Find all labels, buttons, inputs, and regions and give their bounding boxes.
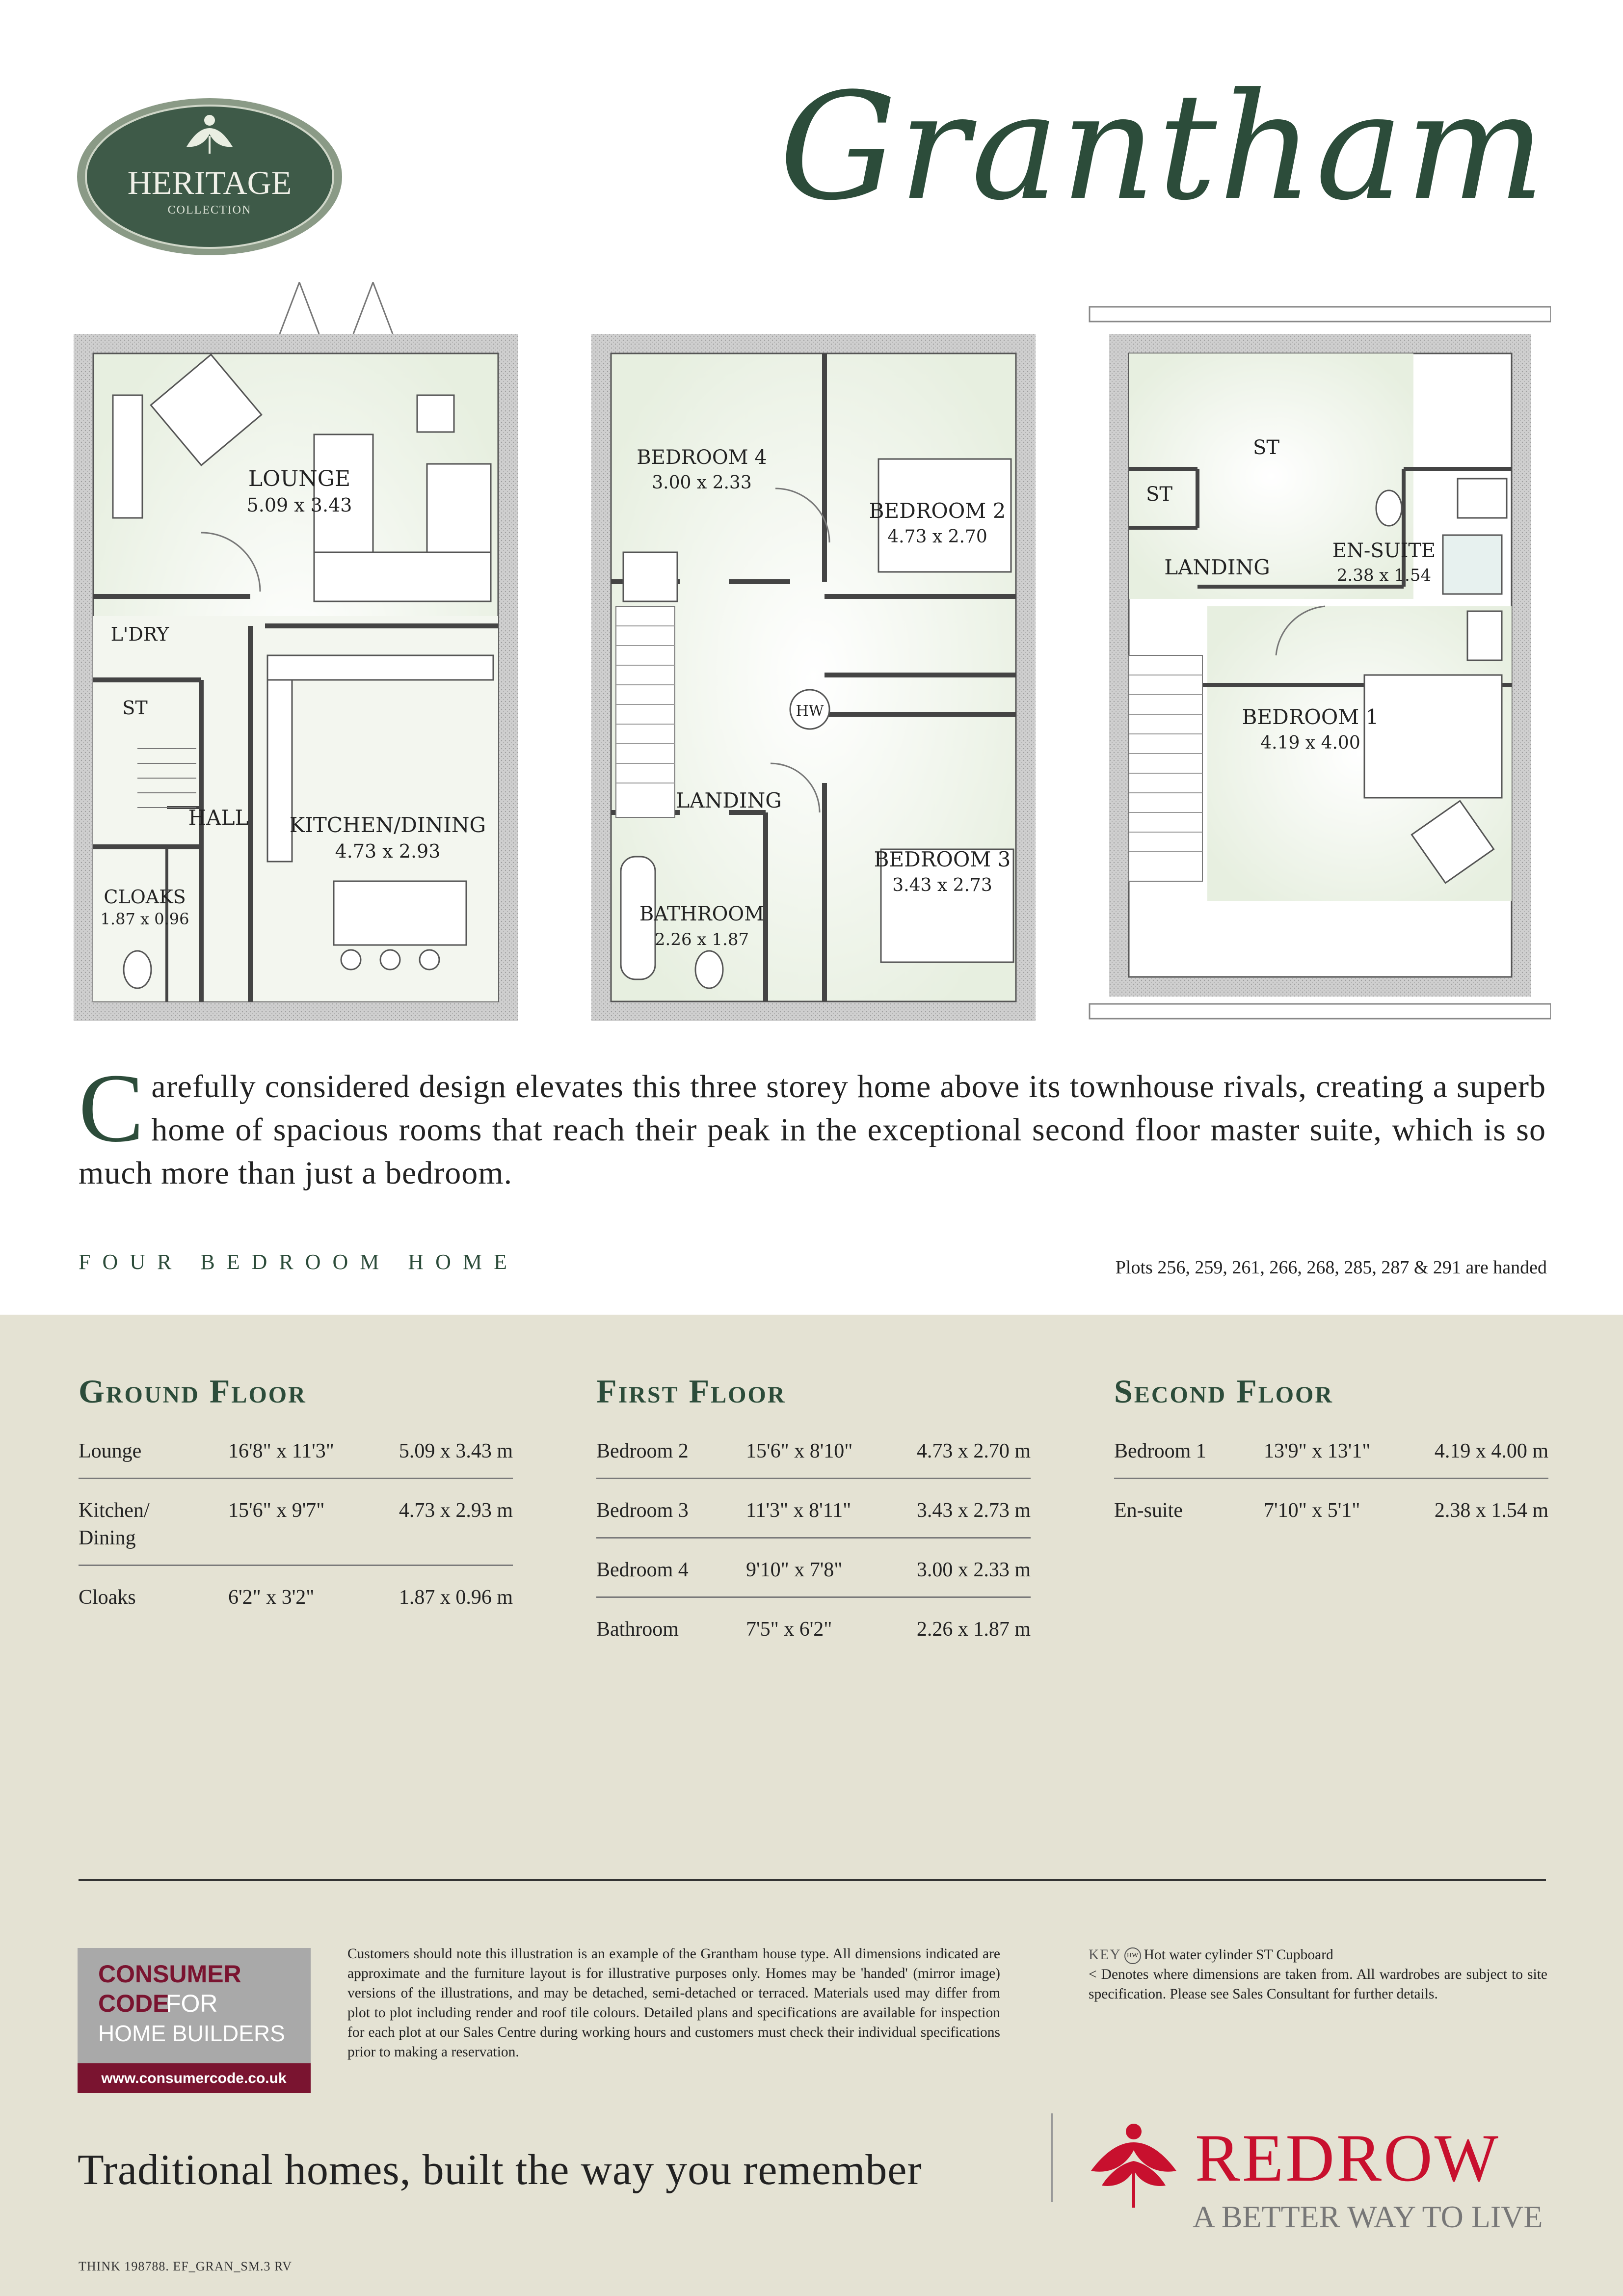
room-imperial: 9'10" x 7'8": [746, 1559, 843, 1581]
cloaks-dims: 1.87 x 0.96: [100, 910, 189, 928]
table-row: [596, 1550, 1031, 1598]
room-imperial: 6'2" x 3'2": [228, 1586, 315, 1609]
room-name: Cloaks: [79, 1586, 136, 1609]
room-imperial: 16'8" x 11'3": [228, 1440, 334, 1462]
bedroom-1-label: BEDROOM 1: [1242, 705, 1379, 729]
tagline: Traditional homes, built the way you remember: [78, 2146, 922, 2194]
heritage-collection-logo: [74, 96, 346, 258]
room-name: En-suite: [1114, 1499, 1183, 1522]
store-1-label: ST: [1252, 436, 1280, 459]
room-imperial: 13'9" x 13'1": [1264, 1440, 1371, 1462]
cc-home-builders-text: HOME BUILDERS: [98, 2021, 285, 2046]
hall-label: HALL: [188, 806, 249, 830]
second-floor-schedule: [1114, 1372, 1548, 1549]
redrow-rose-icon: [1091, 2124, 1176, 2208]
table-row: [1114, 1491, 1548, 1537]
intro-text: arefully considered design elevates this three storey home above its townhouse rivals, creating a superb home of spacious rooms that reach their peak in the exceptional second floor master suite, which is so much more than just a bedroom.: [79, 1069, 1546, 1191]
cc-url-text: www.consumercode.co.uk: [101, 2070, 287, 2086]
cc-code-text: CODE: [98, 1990, 169, 2017]
first-floor-schedule: [596, 1372, 1031, 1668]
redrow-logo: [1087, 2117, 1551, 2235]
intro-dropcap: C: [79, 1054, 145, 1162]
room-metric: 4.73 x 2.70 m: [916, 1440, 1031, 1462]
lounge-label: LOUNGE: [248, 466, 351, 491]
key-line-2: < Denotes where dimensions are taken from. All wardrobes are subject to site specification. Please see Sales Consultant for further details.: [1089, 1967, 1547, 2002]
table-row: [79, 1491, 513, 1566]
bedroom-4-label: BEDROOM 4: [637, 446, 767, 469]
hot-water-icon: HW: [1124, 1947, 1141, 1964]
store-2-label: ST: [1145, 483, 1173, 506]
room-name: Bedroom 4: [596, 1559, 689, 1581]
first-landing-label: LANDING: [676, 788, 782, 812]
room-metric: 4.73 x 2.93 m: [399, 1499, 513, 1522]
key-legend: [1089, 1945, 1547, 2004]
intro-paragraph: [79, 1054, 1546, 1195]
room-name: Bathroom: [596, 1618, 679, 1641]
room-imperial: 15'6" x 8'10": [746, 1440, 853, 1462]
bedroom-3-label: BEDROOM 3: [874, 847, 1011, 871]
bedroom-4-dims: 3.00 x 2.33: [652, 473, 752, 493]
room-metric: 3.43 x 2.73 m: [916, 1499, 1031, 1522]
footer-divider: [79, 1879, 1546, 1881]
laundry-label: L'DRY: [110, 623, 169, 645]
table-row: [1114, 1432, 1548, 1479]
room-name: Bedroom 3: [596, 1499, 689, 1522]
collection-logo-text: COLLECTION: [167, 204, 252, 216]
table-row: [596, 1610, 1031, 1656]
bedroom-2-dims: 4.73 x 2.70: [887, 527, 987, 547]
room-imperial: 11'3" x 8'11": [746, 1499, 851, 1522]
bathroom-dims: 2.26 x 1.87: [654, 930, 749, 949]
footer-vertical-divider: [1051, 2113, 1053, 2202]
room-name: Bedroom 2: [596, 1440, 689, 1462]
first-floor-plan: [591, 334, 1036, 1021]
ground-floor-plan: [74, 282, 518, 1021]
table-row: [79, 1432, 513, 1479]
redrow-brand-text: REDROW: [1195, 2120, 1500, 2195]
cc-consumer-text: CONSUMER: [98, 1960, 241, 1988]
consumer-code-logo: [78, 1948, 311, 2093]
room-metric: 2.38 x 1.54 m: [1434, 1499, 1548, 1522]
table-row: [596, 1432, 1031, 1479]
bedroom-3-dims: 3.43 x 2.73: [892, 875, 992, 895]
room-name: Lounge: [79, 1440, 142, 1462]
bathroom-label: BATHROOM: [639, 903, 765, 925]
room-metric: 2.26 x 1.87 m: [916, 1618, 1031, 1641]
table-row: [79, 1578, 513, 1624]
bedroom-1-dims: 4.19 x 4.00: [1260, 733, 1360, 753]
hot-water-cylinder-label: HW: [796, 702, 824, 720]
cloaks-label: CLOAKS: [104, 886, 186, 908]
floor-plans: [69, 272, 1551, 1028]
room-metric: 4.19 x 4.00 m: [1434, 1440, 1548, 1462]
room-imperial: 15'6" x 9'7": [228, 1499, 325, 1522]
disclaimer-text: Customers should note this illustration is an example of the Grantham house type. All dimensions indicated are approximate and the furniture layout is for illustrative purposes only. Homes may be 'handed' (mirror image) versions of the illustrations, and may be detached, semi-detached or terraced. Materials used may differ from plot to plot including render and roof tile colours. Detailed plans and specifications are available for inspection for each plot at our Sales Centre during working hours and customers must check their individual specifications prior to making a reservation.: [347, 1946, 1000, 2060]
room-metric: 1.87 x 0.96 m: [399, 1586, 513, 1609]
second-floor-title: Second Floor: [1114, 1373, 1334, 1410]
lounge-dims: 5.09 x 3.43: [246, 494, 352, 516]
store-label: ST: [122, 697, 148, 719]
kitchen-label: KITCHEN/DINING: [289, 813, 486, 837]
second-landing-label: LANDING: [1164, 555, 1270, 579]
key-line-1: Hot water cylinder ST Cupboard: [1144, 1947, 1333, 1963]
second-floor-plan: [1090, 307, 1551, 1019]
plots-note: Plots 256, 259, 261, 266, 268, 285, 287 & 291 are handed: [1115, 1257, 1547, 1278]
footer-reference: THINK 198788. EF_GRAN_SM.3 RV: [79, 2259, 292, 2273]
ground-floor-title: Ground Floor: [79, 1373, 307, 1410]
cc-for-text: FOR: [166, 1990, 218, 2017]
room-name: Bedroom 1: [1114, 1440, 1206, 1462]
ensuite-label: EN-SUITE: [1332, 540, 1436, 562]
bedroom-2-label: BEDROOM 2: [869, 499, 1006, 523]
house-title: Grantham: [779, 61, 1547, 233]
room-metric: 5.09 x 3.43 m: [399, 1440, 513, 1462]
room-imperial: 7'10" x 5'1": [1264, 1499, 1360, 1522]
room-metric: 3.00 x 2.33 m: [916, 1559, 1031, 1581]
room-imperial: 7'5" x 6'2": [746, 1618, 832, 1641]
heritage-logo-text: HERITAGE: [127, 164, 292, 201]
key-label: KEY: [1089, 1947, 1121, 1963]
ground-floor-schedule: [79, 1372, 513, 1636]
kitchen-dims: 4.73 x 2.93: [335, 840, 441, 862]
home-type-subtitle: FOUR BEDROOM HOME: [79, 1250, 519, 1274]
room-name: Kitchen/ Dining: [79, 1499, 150, 1549]
redrow-slogan-text: A BETTER WAY TO LIVE: [1193, 2199, 1543, 2234]
table-row: [596, 1491, 1031, 1539]
first-floor-title: First Floor: [596, 1373, 786, 1410]
ensuite-dims: 2.38 x 1.54: [1336, 566, 1432, 585]
